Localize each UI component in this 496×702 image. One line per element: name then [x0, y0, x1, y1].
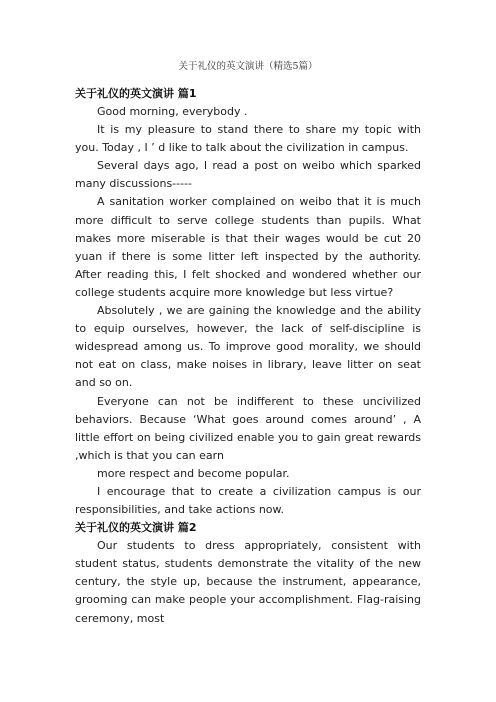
paragraph: Absolutely , we are gaining the knowledge and the ability to equip ourselves, however, the lack of self-discipline is widespread among us. To improve good morality, we should not eat on class, make noises in library, leave litter on seat and so on. [75, 304, 421, 390]
section-heading: 关于礼仪的英文演讲 篇1 [75, 87, 197, 100]
paragraph: Our students to dress appropriately, consistent with student status, students demonstrate the vitality of the new century, the style up, because the instrument, appearance, grooming can make people your accomplishment. Flag-raising ceremony, most [75, 539, 421, 625]
section-heading: 关于礼仪的英文演讲 篇2 [75, 521, 197, 535]
paragraph: I encourage that to create a civilization campus is our responsibilities, and take actions now. [75, 484, 421, 517]
document-title: 关于礼仪的英文演讲（精选5篇） [178, 61, 318, 72]
paragraph: Several days ago, I read a post on weibo which sparked many discussions----- [75, 159, 421, 191]
paragraph: more respect and become popular. [97, 466, 290, 480]
paragraph: Good morning, everybody . [97, 105, 248, 118]
paragraph: Everyone can not be indifferent to these uncivilized behaviors. Because ‘What goes around comes around’ , A little effort on being civilized enable you to gain great rewards ,which is that you can earn [75, 394, 421, 462]
paragraph: A sanitation worker complained on weibo that it is much more difficult to serve college students than pupils. What makes more miserable is that their wages would be cut 20 yuan if there is some litter left inspected by the authority. After reading this, I felt shocked and wondered whether our college students acquire more knowledge but less virtue? [75, 195, 421, 299]
paragraph: It is my pleasure to stand there to share my topic with you. Today , I ’ d like to talk about the civilization in campus. [75, 123, 421, 155]
document-body [75, 85, 421, 628]
